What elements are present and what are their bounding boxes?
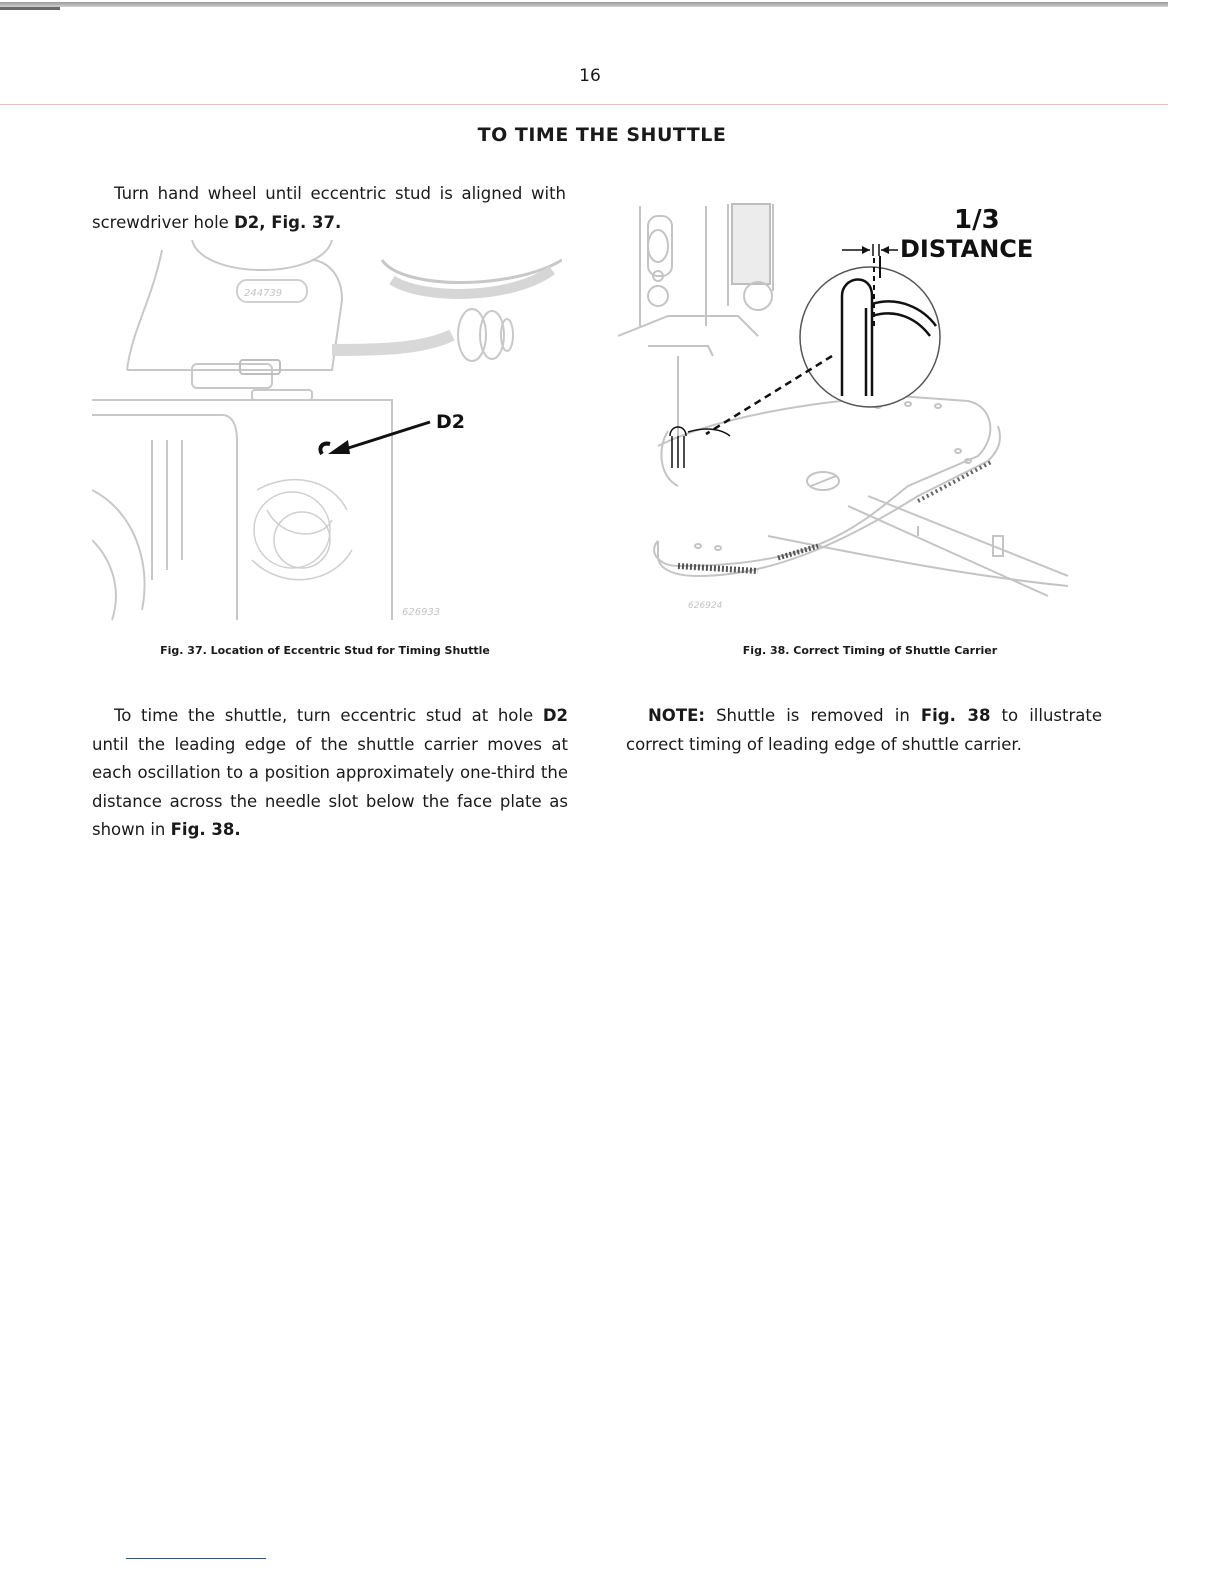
body-left-text-a: To time the shuttle, turn eccentric stud at hole [114,706,543,725]
figure-38-caption: Fig. 38. Correct Timing of Shuttle Carrier [742,644,998,657]
top-scan-edge-stub [0,7,60,10]
figure-37-illustration [92,240,562,630]
body-left-paragraph [92,702,568,845]
intro-paragraph [92,180,566,237]
figure-38-illustration [618,196,1068,616]
page-number: 16 [579,66,601,86]
bottom-scan-line [126,1558,266,1559]
note-label: NOTE: [648,706,705,725]
figure-38-distance-label: DISTANCE [900,235,1034,263]
body-left-ref-d2: D2 [542,706,568,725]
top-scan-edge [0,2,1168,7]
header-rule [0,104,1168,105]
intro-reference: D2, Fig. 37. [234,212,342,232]
figure-38-plate-number: 626924 [688,601,723,611]
d2-pointer-arrow [342,422,430,450]
page-title: TO TIME THE SHUTTLE [477,124,727,146]
figure-38-fraction-label: 1/3 [954,205,1000,235]
figure-37-badge-text: 244739 [244,288,283,299]
d2-arrowhead [328,440,350,454]
eccentric-stud-mark [320,444,330,454]
note-ref-fig: Fig. 38 [920,706,991,725]
intro-text: Turn hand wheel until eccentric stud is aligned with screwdriver hole [92,184,566,232]
body-left-ref-fig: Fig. 38. [170,820,241,839]
note-text-a: Shuttle is removed in [704,706,921,725]
figure-37-d2-label: D2 [436,411,465,433]
note-paragraph [626,702,1102,759]
body-left-text-b: until the leading edge of the shuttle carrier moves at each oscillation to a position approximately one-third the distance across the needle slot below the face plate as shown in [92,734,568,839]
figure-37-plate-number: 626933 [402,607,441,618]
note-text-b: to illustrate correct timing of leading edge of shuttle carrier. [626,706,1103,754]
figure-37-caption: Fig. 37. Location of Eccentric Stud for Timing Shuttle [160,644,490,657]
